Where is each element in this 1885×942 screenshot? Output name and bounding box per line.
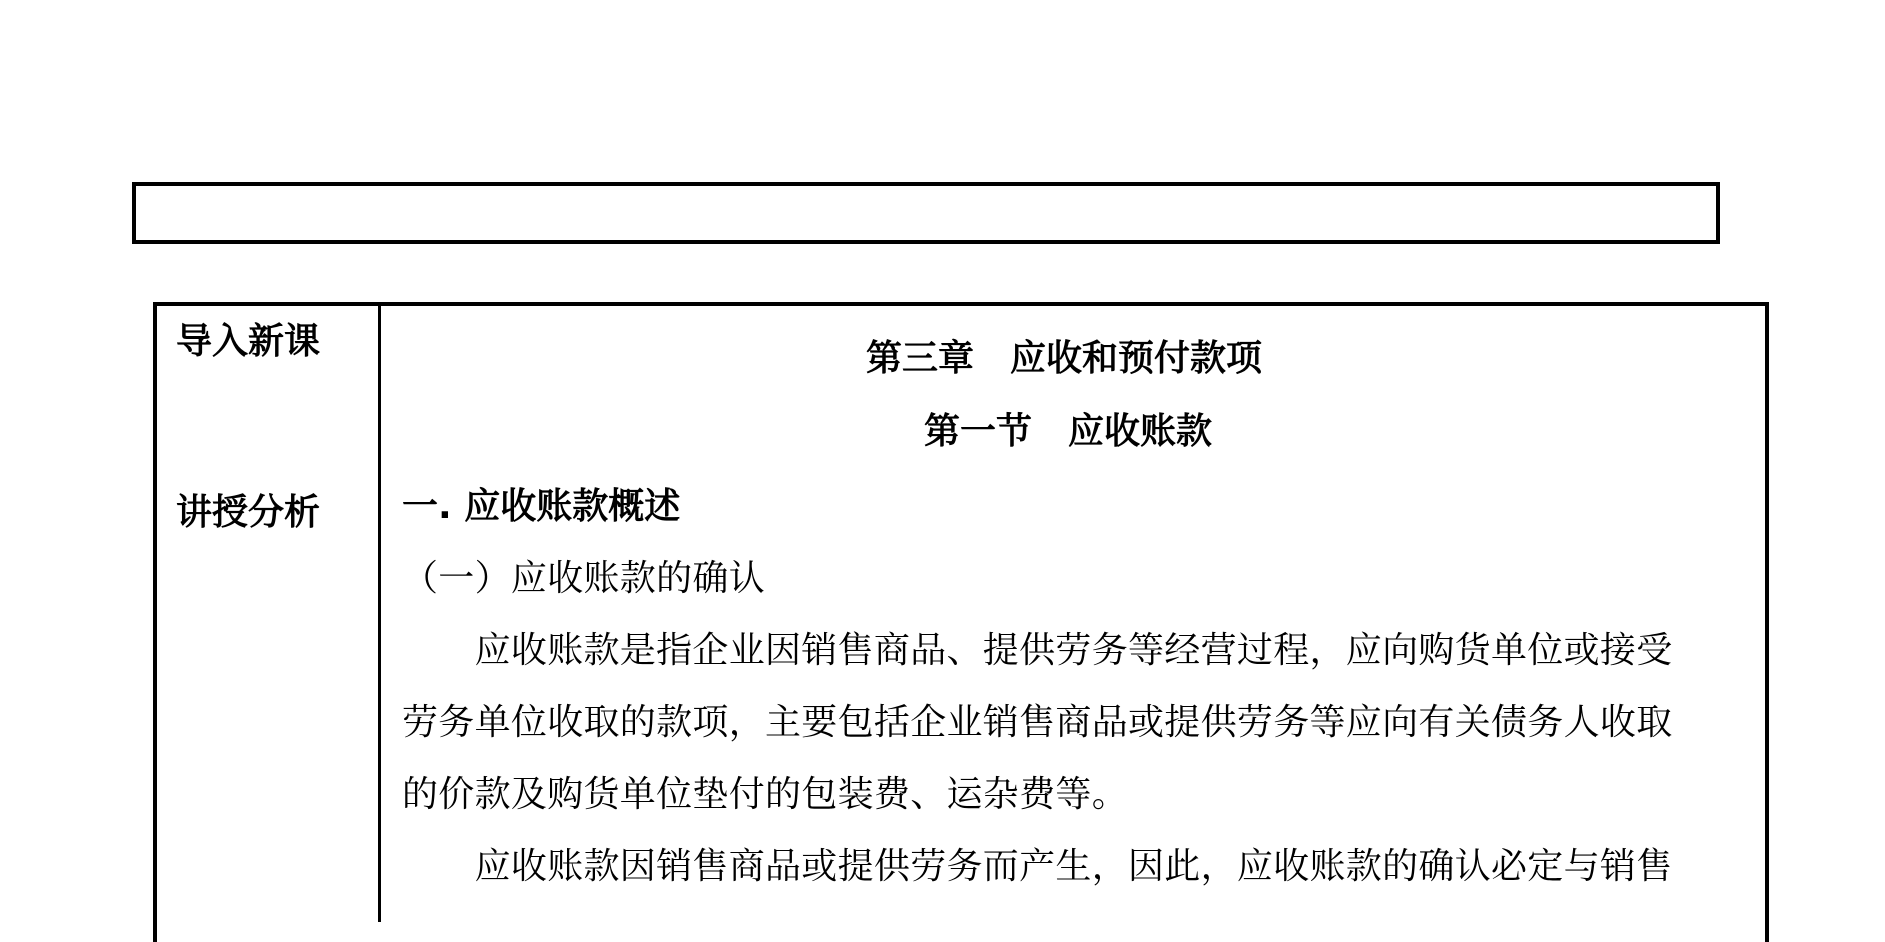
paragraph-line: 应收账款是指企业因销售商品、提供劳务等经营过程，应向购货单位或接受 [402,630,1673,671]
column-divider [378,302,381,922]
paragraph-line: 应收账款因销售商品或提供劳务而产生，因此，应收账款的确认必定与销售 [402,846,1673,887]
label-analysis: 讲授分析 [176,492,321,533]
header-box [132,182,1720,244]
section-title: 第一节 应收账款 [924,411,1213,452]
paragraph-line: 劳务单位收取的款项，主要包括企业销售商品或提供劳务等应向有关债务人收取 [402,702,1673,743]
subheading-recognition: （一）应收账款的确认 [402,558,766,599]
chapter-title: 第三章 应收和预付款项 [866,338,1263,379]
subheading-overview: 一. 应收账款概述 [402,486,681,527]
label-intro: 导入新课 [176,321,321,362]
paragraph-line: 的价款及购货单位垫付的包装费、运杂费等。 [402,774,1129,815]
